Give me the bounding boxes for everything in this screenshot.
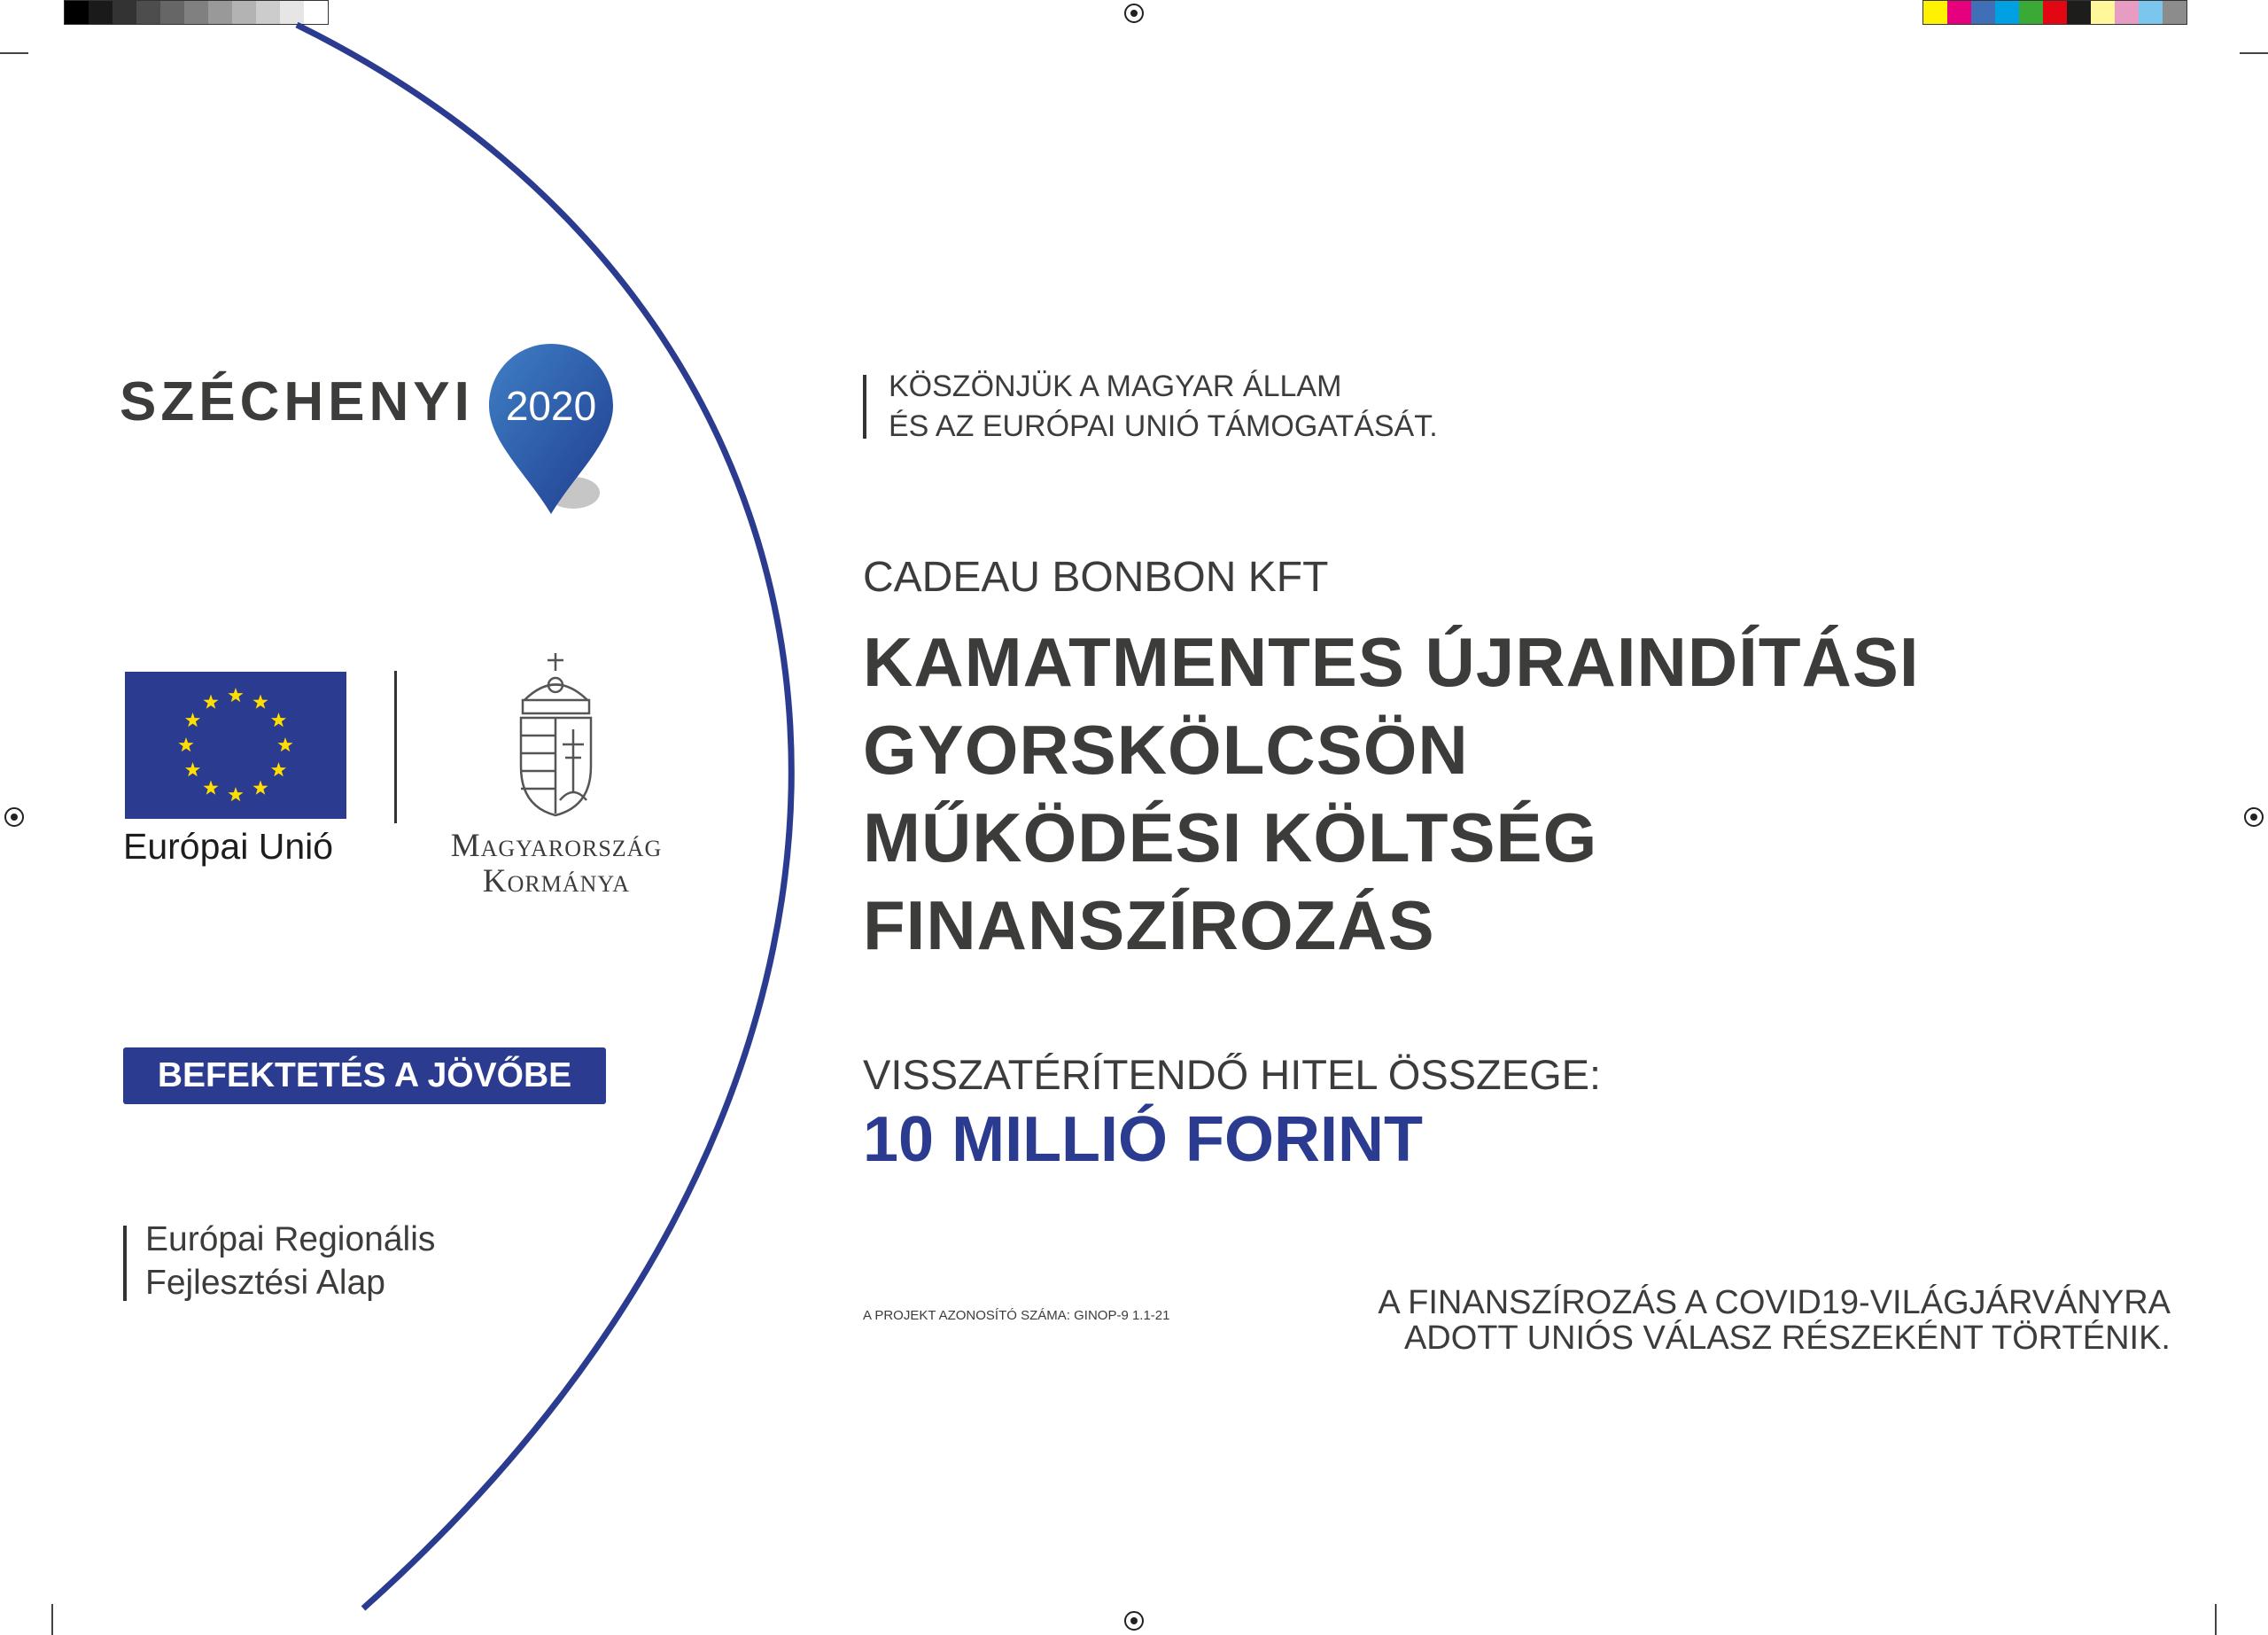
headline-line3: MŰKÖDÉSI KÖLTSÉG <box>863 798 1598 876</box>
hungarian-coat-of-arms-icon <box>514 651 598 820</box>
covid-note-line1: A FINANSZÍROZÁS A COVID19-VILÁGJÁRVÁNYRA <box>1378 1284 2171 1321</box>
szechenyi-pin-icon <box>489 344 622 521</box>
szechenyi-wordmark: SZÉCHENYI <box>120 371 474 432</box>
eu-stars-icon <box>125 672 346 819</box>
eu-star-icon <box>228 787 243 801</box>
thanks-divider <box>863 375 866 439</box>
covid-note-line2: ADOTT UNIÓS VÁLASZ RÉSZEKÉNT TÖRTÉNIK. <box>1403 1320 2171 1357</box>
eu-star-icon <box>178 737 193 751</box>
thanks-text <box>889 367 1438 447</box>
government-name-line2: Kormánya <box>482 863 631 899</box>
fund-name-line1: Európai Regionális <box>145 1220 436 1258</box>
company-name: CADEAU BONBON KFT <box>863 554 1329 601</box>
eu-star-icon <box>203 695 218 709</box>
covid-note <box>1285 1285 2171 1356</box>
eu-star-icon <box>271 712 286 727</box>
government-name <box>416 829 696 899</box>
eu-star-icon <box>185 762 200 776</box>
slogan-banner: BEFEKTETÉS A JÖVŐBE <box>123 1047 606 1104</box>
loan-amount: 10 MILLIÓ FORINT <box>863 1104 1424 1175</box>
eu-star-icon <box>271 762 286 776</box>
loan-amount-label: VISSZATÉRÍTENDŐ HITEL ÖSSZEGE: <box>863 1051 1602 1098</box>
eu-star-icon <box>277 737 292 751</box>
eu-star-icon <box>252 781 268 795</box>
eu-flag <box>125 672 346 819</box>
headline-line1: KAMATMENTES ÚJRAINDÍTÁSI <box>863 623 1920 701</box>
thanks-line1: KÖSZÖNJÜK A MAGYAR ÁLLAM <box>889 370 1342 403</box>
government-name-line1: Magyarország <box>450 828 663 864</box>
szechenyi-year: 2020 <box>505 383 597 429</box>
headline-line2: GYORSKÖLCSÖN <box>863 711 1469 789</box>
eu-star-icon <box>252 695 268 709</box>
eu-label: Európai Unió <box>123 826 334 867</box>
fund-name-line2: Fejlesztési Alap <box>145 1264 385 1302</box>
eu-star-icon <box>228 688 243 702</box>
eu-star-icon <box>185 712 200 727</box>
logo-divider <box>394 671 397 823</box>
headline-line4: FINANSZÍROZÁS <box>863 886 1435 964</box>
project-id: A PROJEKT AZONOSÍTÓ SZÁMA: GINOP-9 1.1-21 <box>863 1308 1170 1323</box>
eu-star-icon <box>203 781 218 795</box>
project-headline <box>863 619 1920 969</box>
thanks-line2: ÉS AZ EURÓPAI UNIÓ TÁMOGATÁSÁT. <box>889 409 1438 443</box>
fund-name <box>145 1218 435 1304</box>
fund-divider <box>123 1226 127 1301</box>
